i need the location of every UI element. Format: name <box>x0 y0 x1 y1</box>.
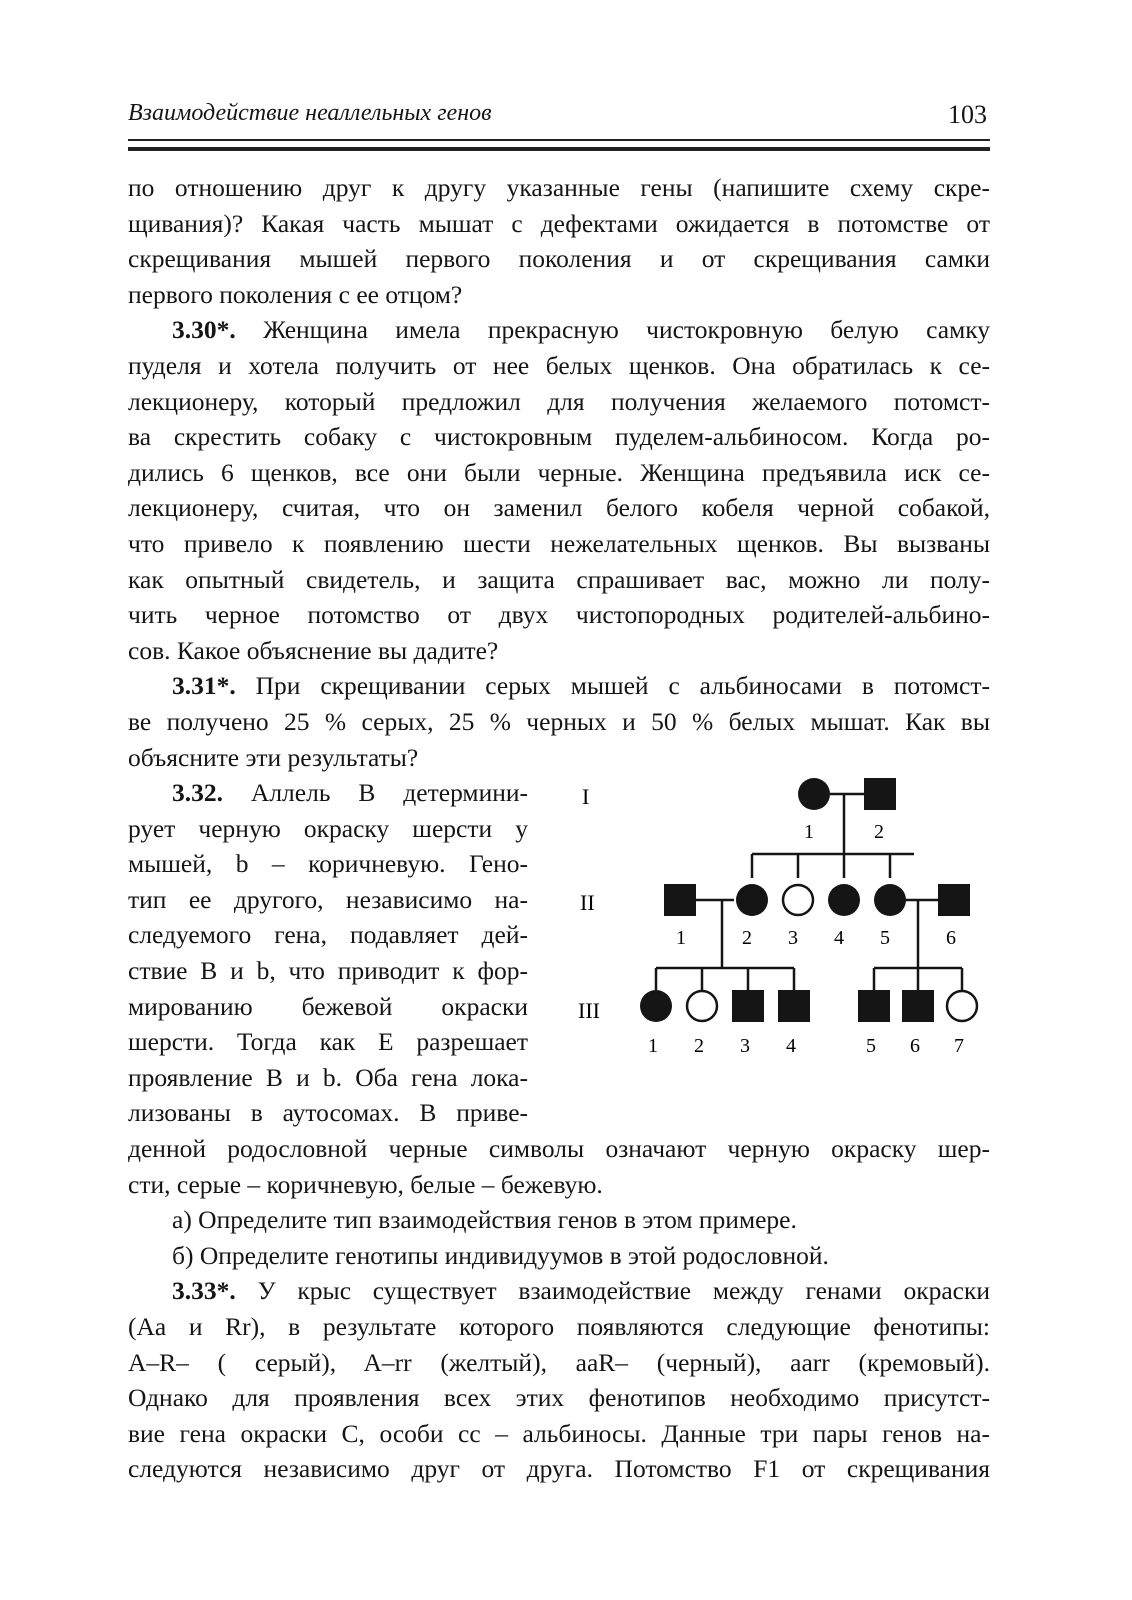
individual-number: 1 <box>676 927 686 949</box>
question-a: а) Определите тип взаимодействия генов в этом примере. <box>172 1205 797 1235</box>
female-white-III-2 <box>687 991 717 1021</box>
text-line: мированию бежевой окраски <box>128 991 528 1021</box>
page-number: 103 <box>948 100 987 129</box>
text-line: щивания)? Какая часть мышат с дефектами ожидается в потомстве от <box>128 208 990 238</box>
text-line: лекционеру, который предложил для получения желаемого потомст- <box>128 386 990 416</box>
individual-number: 6 <box>946 927 956 949</box>
individual-number: 3 <box>788 927 798 949</box>
individual-number: 2 <box>742 927 752 949</box>
text-line: скрещивания мышей первого поколения и от скрещивания самки <box>128 244 990 274</box>
text-line: лекционеру, считая, что он заменил белого кобеля черной собакой, <box>128 493 990 523</box>
female-white-III-7 <box>947 991 977 1021</box>
text-span: При скрещивании серых мышей с альбиносами в потомст- <box>255 671 990 701</box>
text-line: шерсти. Тогда как E разрешает <box>128 1027 528 1057</box>
male-black-II-6 <box>938 884 970 916</box>
female-white-II-3 <box>783 885 813 915</box>
problem-number: 3.31*. <box>172 671 236 701</box>
text-line: следуются независимо друг от друга. Потомство F1 от скрещивания <box>128 1454 990 1484</box>
text-line: ствие B и b, что приводит к фор- <box>128 956 528 986</box>
text-line: Однако для проявления всех этих фенотипов необходимо присутст- <box>128 1383 990 1413</box>
text-line: (Aa и Rr), в результате которого появляются следующие фенотипы: <box>128 1312 990 1341</box>
text-line: следуемого гена, подавляет дей- <box>128 920 528 950</box>
individual-number: 3 <box>740 1035 750 1057</box>
header-rule-thin <box>128 139 990 141</box>
text-line: тип ee другого, независимо на- <box>128 884 528 914</box>
individual-number: 4 <box>834 927 844 949</box>
text-line: рует черную окраску шерсти у <box>128 813 528 843</box>
pedigree-diagram <box>568 768 988 1068</box>
text-line: A–R– ( серый), A–rr (желтый), aaR– (черный), aarr (кремовый). <box>128 1347 990 1377</box>
individual-number: 2 <box>874 821 884 843</box>
problem-number: 3.32. <box>172 778 223 808</box>
text-span: Женщина имела прекрасную чистокровную белую самку <box>263 315 990 345</box>
problem-3-30-first-line <box>128 312 990 348</box>
text-line: объясните эти результаты? <box>128 742 419 772</box>
text-span: Аллель B детермини- <box>250 778 528 808</box>
text-line: дились 6 щенков, все они были черные. Женщина предъявила иск се- <box>128 457 990 487</box>
female-black-I-1 <box>798 778 830 810</box>
male-black-III-4 <box>778 990 810 1022</box>
text-line: как опытный свидетель, и защита спрашивает вас, можно ли полу- <box>128 564 990 594</box>
text-line: по отношению друг к другу указанные гены (напишите схему скре- <box>128 173 990 202</box>
generation-label: II <box>580 890 595 915</box>
female-black-II-5 <box>874 884 906 916</box>
text-line: мышей, b – коричневую. Гено- <box>128 849 528 879</box>
individual-number: 2 <box>694 1035 704 1057</box>
text-line: сти, серые – коричневую, белые – бежевую. <box>128 1169 603 1199</box>
text-line: сов. Какое объяснение вы дадите? <box>128 635 499 665</box>
individual-number: 5 <box>866 1035 876 1057</box>
generation-label: I <box>582 784 590 809</box>
text-line: чить черное потомство от двух чистопородных родителей-альбино- <box>128 600 990 630</box>
individual-number: 7 <box>954 1035 964 1057</box>
running-header: Взаимодействие неаллельных генов <box>128 100 492 126</box>
problem-number: 3.33*. <box>172 1276 236 1306</box>
individual-number: 1 <box>648 1035 658 1057</box>
female-black-II-4 <box>828 884 860 916</box>
generation-label: III <box>578 998 600 1023</box>
text-line: вие гена окраски C, особи cc – альбиносы. Данные три пары генов на- <box>128 1418 990 1448</box>
text-span: У крыс существует взаимодействие между генами окраски <box>257 1276 991 1306</box>
male-black-III-6 <box>902 990 934 1022</box>
male-black-III-3 <box>732 990 764 1022</box>
individual-number: 1 <box>804 821 814 843</box>
text-line: ве получено 25 % серых, 25 % черных и 50 % белых мышат. Как вы <box>128 706 990 736</box>
male-black-II-1 <box>664 884 696 916</box>
female-black-III-1 <box>640 990 672 1022</box>
problem-3-33-first-line <box>128 1273 990 1309</box>
individual-number: 4 <box>786 1035 796 1057</box>
problem-number: 3.30*. <box>172 315 236 345</box>
text-line: что привело к появлению шести нежелательных щенков. Вы вызваны <box>128 528 990 558</box>
text-line: денной родословной черные символы означают черную окраску шер- <box>128 1134 990 1164</box>
header-rule-thick <box>128 147 990 151</box>
individual-number: 6 <box>910 1035 920 1057</box>
text-line: проявление B и b. Оба гена лока- <box>128 1062 528 1092</box>
female-black-II-2 <box>736 884 768 916</box>
text-line: ва скрестить собаку с чистокровным пуделем-альбиносом. Когда ро- <box>128 422 990 452</box>
problem-3-32-first-line <box>128 775 528 811</box>
problem-3-31-first-line <box>128 668 990 704</box>
male-black-III-5 <box>858 990 890 1022</box>
text-line: лизованы в аутосомах. В приве- <box>128 1098 528 1128</box>
question-b: б) Определите генотипы индивидуумов в этой родословной. <box>172 1240 829 1270</box>
individual-number: 5 <box>880 927 890 949</box>
text-line: первого поколения с ее отцом? <box>128 279 463 309</box>
text-line: пуделя и хотела получить от нее белых щенков. Она обратилась к се- <box>128 350 990 380</box>
male-black-I-2 <box>864 778 896 810</box>
